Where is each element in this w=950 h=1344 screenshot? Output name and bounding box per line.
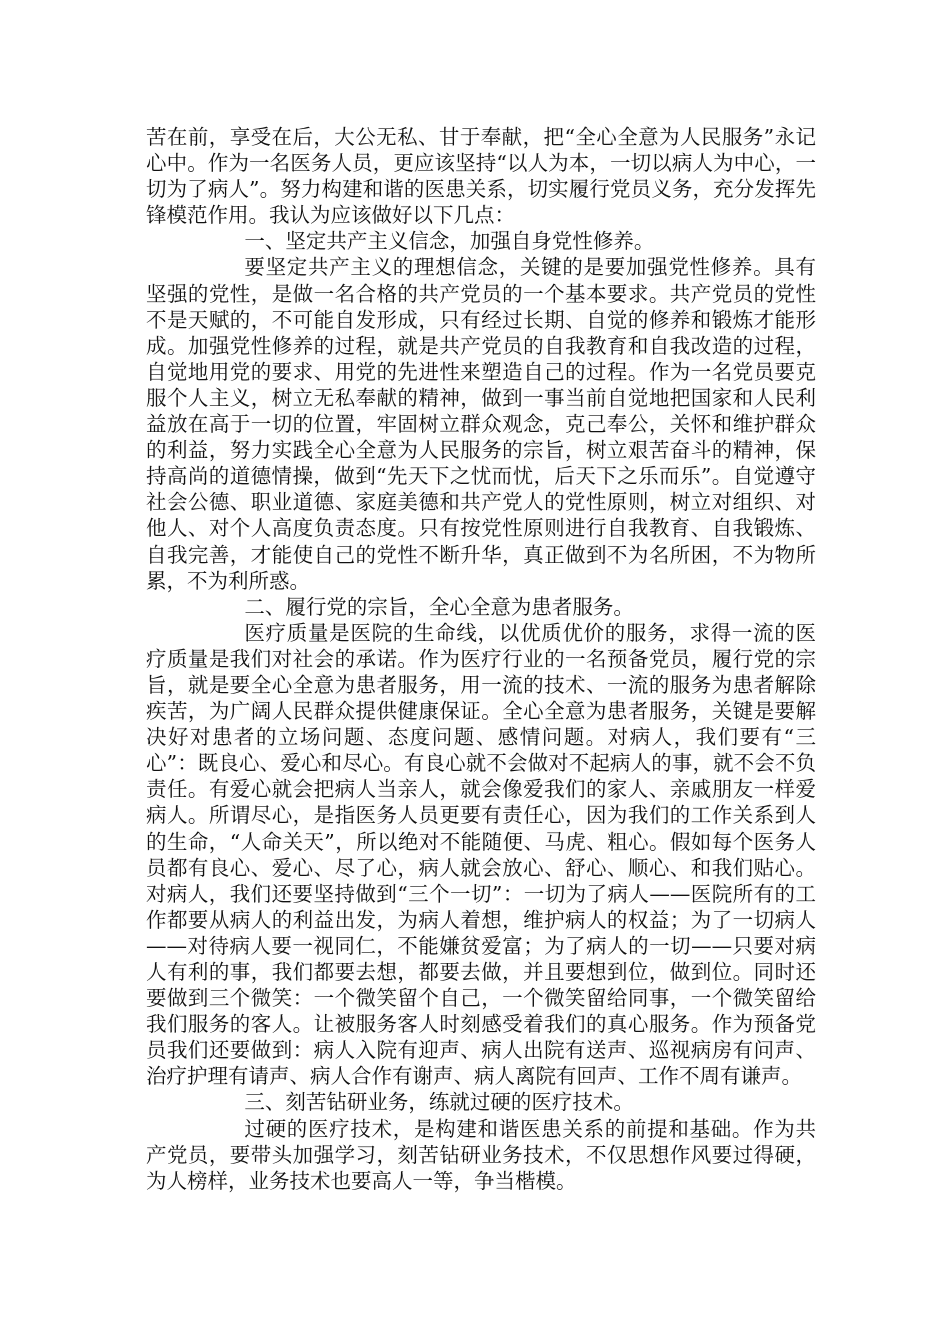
paragraph-patient-service: 医疗质量是医院的生命线，以优质优价的服务，求得一流的医疗质量是我们对社会的承诺。作为医疗行业的一名预备党员，履行党的宗旨，就是要全心全意为患者服务，用一流的技术、一流的服务为患者解除疾苦，为广阔人民群众提供健康保证。全心全意为患者服务，关键是要解决好对患者的立场问题、态度问题、感情问题。对病人，我们要有“三心”：既良心、爱心和尽心。有良心就不会做对不起病人的事，就不会不负责任。有爱心就会把病人当亲人，就会像爱我们的家人、亲戚朋友一样爱病人。所谓尽心，是指医务人员更要有责任心，因为我们的工作关系到人的生命，“人命关天”，所以绝对不能随便、马虎、粗心。假如每个医务人员都有良心、爱心、尽了心，病人就会放心、舒心、顺心、和我们贴心。对病人，我们还要坚持做到“三个一切”：一切为了病人——医院所有的工作都要从病人的利益出发，为病人着想，维护病人的权益；为了一切病人——对待病人要一视同仁，不能嫌贫爱富；为了病人的一切——只要对病人有利的事，我们都要去想，都要去做，并且要想到位，做到位。同时还要做到三个微笑：一个微笑留个自己，一个微笑留给同事，一个微笑留给我们服务的客人。让被服务客人时刻感受着我们的真心服务。作为预备党员我们还要做到：病人入院有迎声、病人出院有送声、巡视病房有问声、治疗护理有请声、病人合作有谢声、病人离院有回声、工作不周有谦声。 xyxy=(146,620,816,1089)
section-heading-3: 三、刻苦钻研业务，练就过硬的医疗技术。 xyxy=(244,1090,634,1115)
section-heading-1: 一、坚定共产主义信念，加强自身党性修养。 xyxy=(244,229,655,254)
paragraph-intro-continued: 苦在前，享受在后，大公无私、甘于奉献，把“全心全意为人民服务”永记心中。作为一名医务人员，更应该坚持“以人为本，一切以病人为中心，一切为了病人”。努力构建和谐的医患关系，切实履行党员义务，充分发挥先锋模范作用。我认为应该做好以下几点： xyxy=(146,125,816,228)
section-heading-2: 二、履行党的宗旨，全心全意为患者服务。 xyxy=(244,594,634,619)
paragraph-medical-skill: 过硬的医疗技术，是构建和谐医患关系的前提和基础。作为共产党员，要带头加强学习，刻苦钻研业务技术，不仅思想作风要过得硬，为人榜样，业务技术也要高人一等，争当楷模。 xyxy=(146,1116,816,1193)
document-page xyxy=(146,124,816,1194)
paragraph-party-spirit: 要坚定共产主义的理想信念，关键的是要加强党性修养。具有坚强的党性，是做一名合格的共产党员的一个基本要求。共产党员的党性不是天赋的，不可能自发形成，只有经过长期、自觉的修养和锻炼才能形成。加强党性修养的过程，就是共产党员的自我教育和自我改造的过程，自觉地用党的要求、用党的先进性来塑造自己的过程。作为一名党员要克服个人主义，树立无私奉献的精神，做到一事当前自觉地把国家和人民利益放在高于一切的位置，牢固树立群众观念，克己奉公，关怀和维护群众的利益，努力实践全心全意为人民服务的宗旨，树立艰苦奋斗的精神，保持高尚的道德情操，做到“先天下之忧而忧，后天下之乐而乐”。自觉遵守社会公德、职业道德、家庭美德和共产党人的党性原则，树立对组织、对他人、对个人高度负责态度。只有按党性原则进行自我教育、自我锻炼、自我完善，才能使自己的党性不断升华，真正做到不为名所困，不为物所累，不为利所惑。 xyxy=(146,255,816,593)
